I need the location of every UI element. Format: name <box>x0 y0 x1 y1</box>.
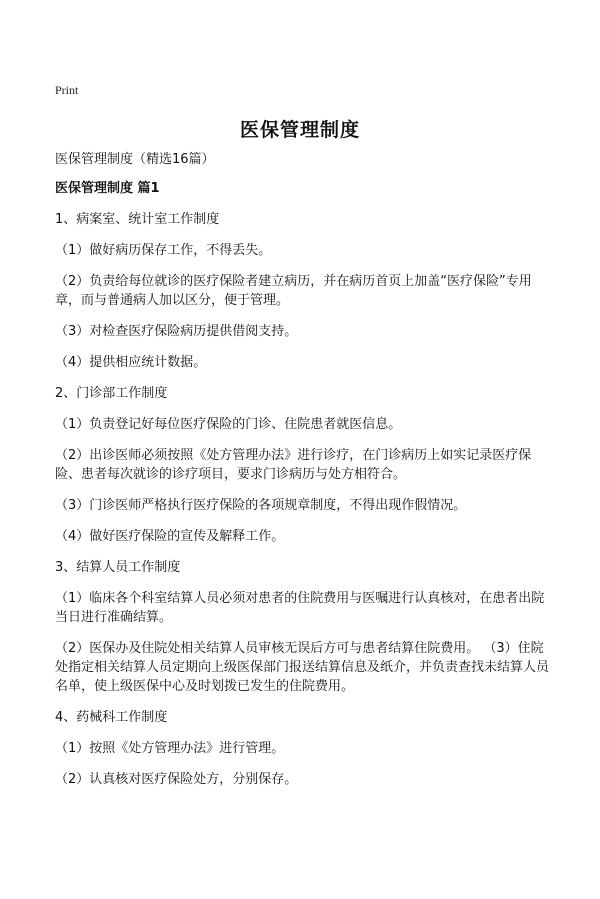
section-item: （2）出诊医师必须按照《处方管理办法》进行诊疗，在门诊病历上如实记录医疗保险、患者每次就诊的诊疗项目，要求门诊病历与处方相符合。 <box>55 448 532 482</box>
section-item: （2）医保办及住院处相关结算人员审核无误后方可与患者结算住院费用。 （3）住院处指定相关结算人员定期向上级医保部门报送结算信息及纸介，并负责查找未结算人员名单，使上级医保中心及时划拨已发生的住院费用。 <box>55 641 550 694</box>
section-item: （1）做好病历保存工作，不得丢失。 <box>55 243 272 258</box>
part-heading: 医保管理制度 篇1 <box>55 181 160 196</box>
section-item: （4）提供相应统计数据。 <box>55 355 207 370</box>
section-heading: 1、病案室、统计室工作制度 <box>55 212 220 227</box>
section-heading: 4、药械科工作制度 <box>55 710 168 725</box>
section-heading: 3、结算人员工作制度 <box>55 560 181 575</box>
section-item: （1）临床各个科室结算人员必须对患者的住院费用与医嘱进行认真核对，在患者出院当日进行准确结算。 <box>55 591 545 625</box>
section-item: （1）按照《处方管理办法》进行管理。 <box>55 741 285 756</box>
section-heading: 2、门诊部工作制度 <box>55 386 168 401</box>
section-item: （3）对检查医疗保险病历提供借阅支持。 <box>55 324 298 339</box>
document-body <box>55 150 552 789</box>
section-item: （1）负责登记好每位医疗保险的门诊、住院患者就医信息。 <box>55 417 402 432</box>
document-subtitle: 医保管理制度（精选16篇） <box>55 152 215 167</box>
section-item: （3）门诊医师严格执行医疗保险的各项规章制度，不得出现作假情况。 <box>55 498 467 513</box>
print-label: Print <box>55 83 79 97</box>
section-item: （2）负责给每位就诊的医疗保险者建立病历，并在病历首页上加盖“医疗保险”专用章，而与普通病人加以区分，便于管理。 <box>55 274 532 308</box>
page-title: 医保管理制度 <box>239 119 360 141</box>
section-item: （2）认真核对医疗保险处方，分别保存。 <box>55 772 298 787</box>
section-item: （4）做好医疗保险的宣传及解释工作。 <box>55 529 285 544</box>
